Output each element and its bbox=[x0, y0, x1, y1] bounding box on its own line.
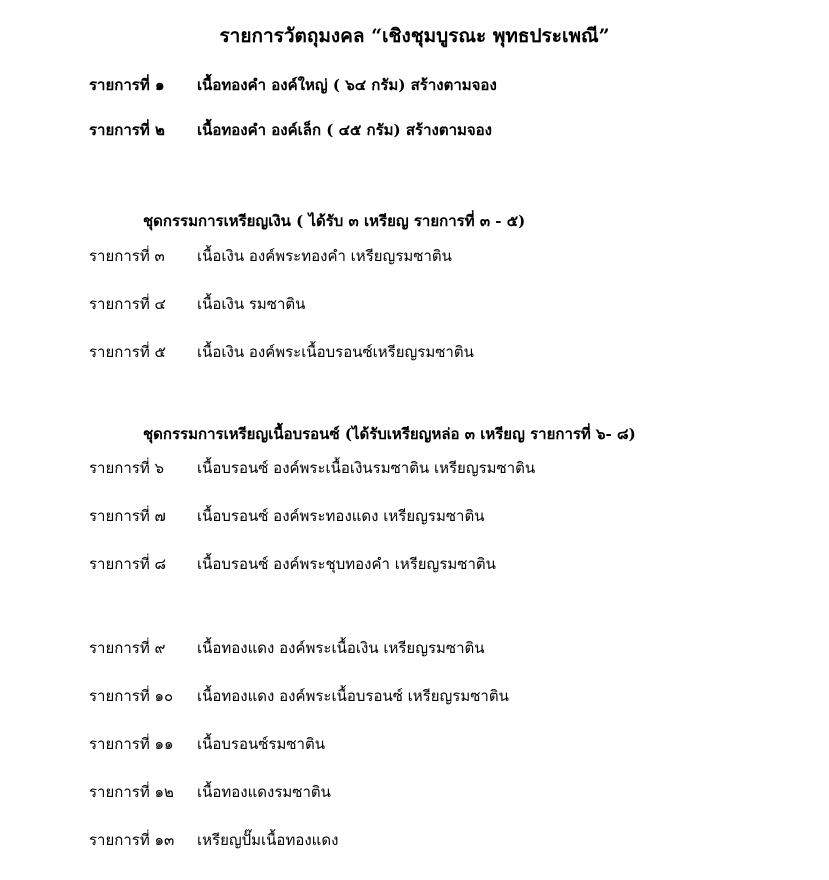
item-number: รายการที่ ๕ bbox=[89, 343, 166, 361]
item-description: เนื้อเงิน องค์พระเนื้อบรอนซ์เหรียญรมซาติน bbox=[197, 343, 474, 361]
item-description: เนื้อบรอนซ์ องค์พระเนื้อเงินรมซาติน เหรียญรมซาติน bbox=[197, 459, 536, 477]
item-number: รายการที่ ๑๒ bbox=[89, 783, 174, 801]
item-number: รายการที่ ๑ bbox=[89, 76, 165, 94]
item-description: เนื้อทองแดงรมซาติน bbox=[197, 783, 331, 801]
silver-set-heading: ชุดกรรมการเหรียญเงิน ( ได้รับ ๓ เหรียญ รายการที่ ๓ - ๕) bbox=[143, 212, 526, 230]
item-number: รายการที่ ๔ bbox=[89, 295, 166, 313]
item-number: รายการที่ ๒ bbox=[89, 121, 165, 139]
item-description: เนื้อทองแดง องค์พระเนื้อเงิน เหรียญรมซาติน bbox=[197, 639, 485, 657]
item-number: รายการที่ ๙ bbox=[89, 639, 166, 657]
item-description: เนื้อบรอนซ์ องค์พระชุบทองคำ เหรียญรมซาติน bbox=[197, 555, 496, 573]
item-description: เหรียญปั๊มเนื้อทองแดง bbox=[197, 831, 339, 849]
item-description: เนื้อทองคำ องค์ใหญ่ ( ๖๔ กรัม) สร้างตามจอง bbox=[197, 76, 497, 94]
bronze-set-heading: ชุดกรรมการเหรียญเนื้อบรอนซ์ (ได้รับเหรียญหล่อ ๓ เหรียญ รายการที่ ๖- ๘) bbox=[143, 425, 636, 443]
item-number: รายการที่ ๘ bbox=[89, 555, 167, 573]
item-description: เนื้อบรอนซ์รมซาติน bbox=[197, 735, 325, 753]
item-number: รายการที่ ๖ bbox=[89, 459, 165, 477]
item-number: รายการที่ ๑๓ bbox=[89, 831, 175, 849]
item-description: เนื้อทองคำ องค์เล็ก ( ๔๕ กรัม) สร้างตามจอง bbox=[197, 121, 493, 139]
item-number: รายการที่ ๗ bbox=[89, 507, 166, 525]
document-title: รายการวัตถุมงคล “เชิงชุมบูรณะ พุทธประเพณี” bbox=[219, 25, 610, 47]
item-number: รายการที่ ๑๑ bbox=[89, 735, 174, 753]
item-description: เนื้อบรอนซ์ องค์พระทองแดง เหรียญรมซาติน bbox=[197, 507, 485, 525]
item-number: รายการที่ ๓ bbox=[89, 247, 165, 265]
item-description: เนื้อทองแดง องค์พระเนื้อบรอนซ์ เหรียญรมซาติน bbox=[197, 687, 509, 705]
item-description: เนื้อเงิน รมซาติน bbox=[197, 295, 306, 313]
item-number: รายการที่ ๑๐ bbox=[89, 687, 174, 705]
item-description: เนื้อเงิน องค์พระทองคำ เหรียญรมซาติน bbox=[197, 247, 452, 265]
